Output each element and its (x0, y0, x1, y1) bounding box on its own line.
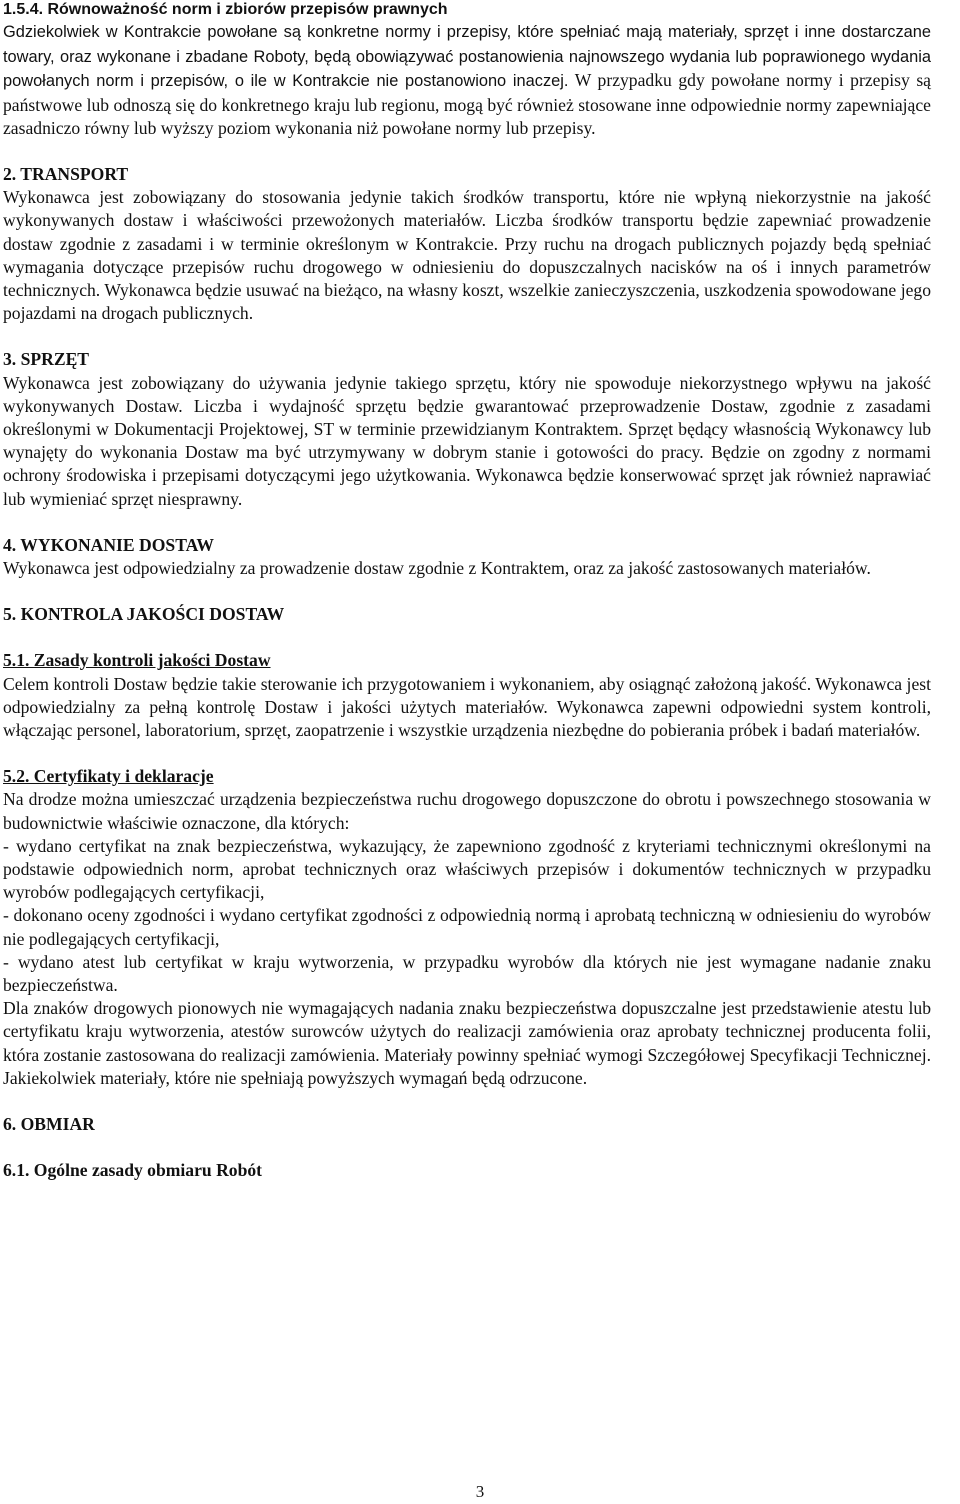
section-3-paragraph: Wykonawca jest zobowiązany do używania jedynie takiego sprzętu, który nie spowoduje niekorzystnego wpływu na jakość wykonywanych Dostaw. Liczba i wydajność sprzętu będzie gwarantować przeprowadzenie Dostaw, zgodnie z zasadami określonymi w Dokumentacji Projektowej, ST w terminie przewidzianym Kontraktem. Sprzęt będący własnością Wykonawcy lub wynajęty do wykonania Dostaw ma być utrzymywany w dobrym stanie i gotowości do pracy. Będzie on zgodny z normami ochrony środowiska i przepisami dotyczącymi jego użytkowania. Wykonawca będzie konserwować sprzęt jak również naprawiać lub wymieniać sprzęt niesprawny. (3, 372, 931, 509)
spacer (3, 140, 931, 163)
section-6-1-heading: 6.1. Ogólne zasady obmiaru Robót (3, 1160, 263, 1181)
spacer (3, 742, 931, 765)
section-5-2-intro: Na drodze można umieszczać urządzenia bezpieczeństwa ruchu drogowego dopuszczone do obrotu i powszechnego stosowania w budownictwie właściwie oznaczone, dla których: (3, 789, 931, 833)
section-6-heading: 6. OBMIAR (3, 1114, 95, 1135)
spacer (3, 325, 931, 348)
section-5-heading: 5. KONTROLA JAKOŚCI DOSTAW (3, 604, 285, 625)
section-5-1-paragraph: Celem kontroli Dostaw będzie takie sterowanie ich przygotowaniem i wykonaniem, aby osiągnąć założoną jakość. Wykonawca jest odpowiedzialny za pełną kontrolę Dostaw i jakości użytych materiałów. Wykonawca zapewni odpowiedni system kontroli, włączając personel, laboratorium, sprzęt, zaopatrzenie i wszystkie urządzenia niezbędne do pobierania próbek i badań materiałów. (3, 673, 931, 740)
section-2-heading: 2. TRANSPORT (3, 163, 129, 184)
section-3-heading: 3. SPRZĘT (3, 349, 90, 370)
section-5-2-heading: 5.2. Certyfikaty i deklaracje (3, 766, 214, 787)
section-1-5-4-heading: 1.5.4. Równoważność norm i zbiorów przepisów prawnych (3, 1, 448, 18)
page-number: 3 (475, 1482, 485, 1501)
section-2-paragraph: Wykonawca jest zobowiązany do stosowania jedynie takich środków transportu, które nie wpłyną niekorzystnie na jakość wykonywanych dostaw i właściwości przewożonych materiałów. Liczba środków transportu będzie zapewniać prowadzenie dostaw zgodnie z zasadami i w terminie określonym w Kontrakcie. Przy ruchu na drogach publicznych pojazdy będą spełniać wymagania dotyczące przepisów ruchu drogowego w odniesieniu do dopuszczalnych nacisków na oś i innych parametrów technicznych. Wykonawca będzie usuwać na bieżąco, na własny koszt, wszelkie zanieczyszczenia, uszkodzenia spowodowane jego pojazdami na drogach publicznych. (3, 187, 931, 324)
section-4-paragraph: Wykonawca jest odpowiedzialny za prowadzenie dostaw zgodnie z Kontraktem, oraz za jakość zastosowanych materiałów. (3, 557, 871, 578)
section-5-2-outro: Dla znaków drogowych pionowych nie wymagających nadania znaku bezpieczeństwa dopuszczalne jest przedstawienie atestu lub certyfikatu kraju wytworzenia, atestów surowców użytych do realizacji zamówienia oraz aprobaty technicznej producenta folii, która zostanie zastosowana do realizacji zamówienia. Materiały powinny spełniać wymogi Szczegółowej Specyfikacji Technicznej. Jakiekolwiek materiały, które nie spełniają powyższych wymagań będą odrzucone. (3, 998, 931, 1088)
document-page (3, 0, 931, 1182)
section-4-heading: 4. WYKONANIE DOSTAW (3, 534, 214, 555)
section-5-2-list-item: - wydano atest lub certyfikat w kraju wytworzenia, w przypadku wyrobów dla których nie jest wymagane nadanie znaku bezpieczeństwa. (3, 951, 931, 995)
spacer (3, 580, 931, 603)
section-1-5-4-text-part-2: W przypadku gdy powołane normy i przepisy są państwowe lub odnoszą się do konkretnego kraju lub regionu, mogą być również stosowane inne odpowiednie normy zapewniające zasadniczo równy lub wyższy poziom wykonania niż powołane normy lub przepisy. (3, 70, 931, 138)
section-1-5-4-text-part-1: Gdziekolwiek w Kontrakcie powołane są konkretne normy i przepisy, które spełniać mają materiały, sprzęt i inne dostarczane towary, oraz wykonane i zbadane Roboty, będą obowiązywać postanowienia najnowszego wydania lub poprawionego wydania powołanych norm i przepisów, o ile w Kontrakcie nie postanowiono inaczej. (3, 23, 931, 90)
spacer (3, 511, 931, 534)
section-5-2-list-item: - dokonano oceny zgodności i wydano certyfikat zgodności z odpowiednią normą i aprobatą techniczną w odniesieniu do wyrobów nie podlegających certyfikacji, (3, 905, 931, 949)
spacer (3, 1136, 931, 1159)
spacer (3, 626, 931, 649)
section-5-2-list-item: - wydano certyfikat na znak bezpieczeństwa, wykazujący, że zapewniono zgodność z kryteriami technicznymi określonymi na podstawie odpowiednich norm, aprobat technicznych oraz właściwych przepisów i dokumentów technicznych w przypadku wyrobów podlegających certyfikacji, (3, 835, 931, 903)
spacer (3, 1090, 931, 1113)
section-5-1-heading: 5.1. Zasady kontroli jakości Dostaw (3, 650, 271, 671)
section-1-5-4-paragraph (3, 20, 931, 140)
